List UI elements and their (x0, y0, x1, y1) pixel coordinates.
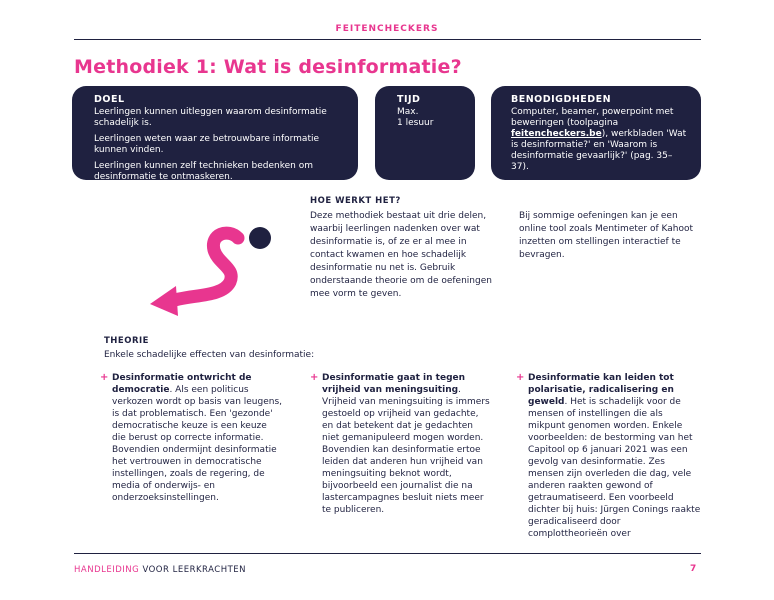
effect-text: . Als een politicus verkozen wordt op basis van leugens, is dat problematisch. Een 'gezonde' democratische keuze is een keuze die berust op correcte informatie. Bovendien ondermijnt desinformatie het vertrouwen in democratische instellingen, zoals de regering, de media of onderwijs- en onderzoeksinstellingen. (112, 385, 282, 503)
navy-ball (249, 227, 271, 249)
effect-item (516, 372, 702, 540)
benodigdheden-heading: BENODIGDHEDEN (511, 94, 612, 105)
doel-line: Leerlingen kunnen zelf technieken bedenken om desinformatie te ontmaskeren. (94, 161, 314, 182)
benodigdheden-card (491, 86, 701, 180)
how-paragraph: Bij sommige oefeningen kan je een online tool zoals Mentimeter of Kahoot inzetten om stellingen interactief te bevragen. (519, 211, 694, 260)
effect-title: Desinformatie gaat in tegen vrijheid van meningsuiting (322, 373, 466, 395)
effect-text: . Het is schadelijk voor de mensen of instellingen die als mikpunt genomen worden. Enkele voorbeelden: de bestorming van het Capitool op 6 januari 2021 was een gevolg van desinformatie. Zes mensen zijn overleden die dag, vele anderen raakten gewond of getraumatiseerd. Een voorbeeld dichter bij huis: Jürgen Conings raakte geradicaliseerd door complottheorieën over (528, 397, 701, 539)
page-title: Methodiek 1: Wat is desinformatie? (74, 56, 462, 78)
effect-item (100, 372, 282, 504)
curved-arrow-stroke (168, 233, 238, 302)
plus-icon: + (100, 372, 109, 383)
feitencheckers-link[interactable]: feitencheckers.be (511, 129, 602, 139)
theorie-heading: THEORIE (104, 336, 149, 346)
footer-label (74, 565, 246, 575)
plus-icon: + (516, 372, 525, 383)
doel-heading: DOEL (94, 94, 125, 105)
footer-label-handleiding: HANDLEIDING (74, 565, 140, 575)
effect-text: . Vrijheid van meningsuiting is immers gestoeld op vrijheid van gedachte, en dat betekent dat je gedachten niet gemanipuleerd mogen worden. Bovendien kan desinformatie ertoe leiden dat anderen hun vrijheid van meningsuiting beknot wordt, bijvoorbeeld een journalist die na lastercampagnes besluit niets meer te publiceren. (322, 385, 490, 515)
footer-label-leerkrachten: VOOR LEERKRACHTEN (142, 565, 247, 575)
theorie-intro: Enkele schadelijke effecten van desinformatie: (104, 350, 315, 360)
effect-item (310, 372, 492, 516)
effect-title: Desinformatie ontwricht de democratie (112, 373, 252, 395)
page-number: 7 (690, 564, 697, 574)
doel-line: Leerlingen weten waar ze betrouwbare informatie kunnen vinden. (94, 134, 320, 155)
footer-divider (74, 553, 701, 554)
how-heading: HOE WERKT HET? (310, 196, 401, 206)
curved-arrow-with-ball-icon (140, 220, 280, 320)
benodigdheden-text-before: Computer, beamer, powerpoint met beweringen (toolpagina (511, 107, 674, 128)
tijd-line: Max. (397, 107, 419, 117)
effect-title: Desinformatie kan leiden tot polarisatie, radicalisering en geweld (528, 373, 674, 407)
tijd-card (375, 86, 475, 180)
running-header: FEITENCHECKERS (335, 24, 439, 34)
benodigdheden-text-after: ), werkbladen 'Wat is desinformatie?' en 'Waarom is desinformatie gevaarlijk?' (pag. 35–37). (511, 129, 687, 172)
doel-card (72, 86, 358, 180)
how-paragraph: Deze methodiek bestaat uit drie delen, waarbij leerlingen nadenken over wat desinformatie is, of ze er al mee in contact kwamen en hoe schadelijk desinformatie nu net is. Gebruik onderstaande theorie om de oefeningen mee vorm te geven. (310, 211, 492, 299)
tijd-heading: TIJD (397, 94, 421, 105)
arrow-head (150, 286, 178, 316)
tijd-line: 1 lesuur (397, 118, 434, 128)
header-divider (74, 39, 701, 40)
doel-line: Leerlingen kunnen uitleggen waarom desinformatie schadelijk is. (94, 107, 327, 128)
plus-icon: + (310, 372, 319, 383)
benodigdheden-text (511, 107, 687, 173)
